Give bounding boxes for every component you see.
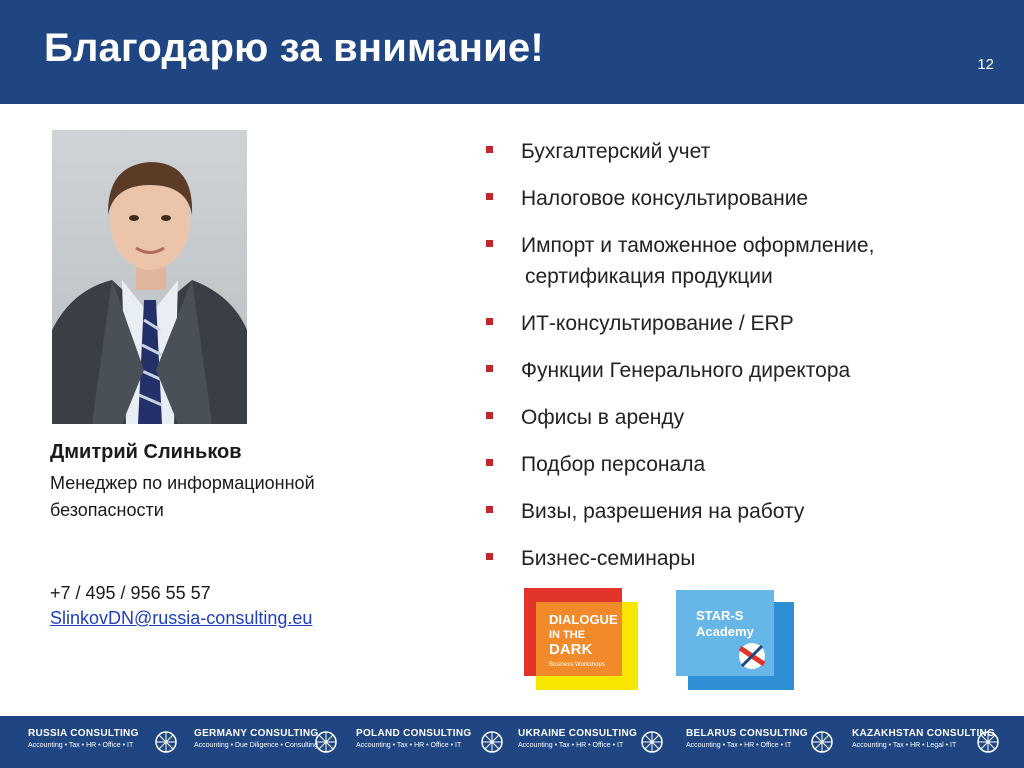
contact-card [50,441,430,629]
logo-text: DARK [549,641,593,658]
person-name: Дмитрий Слиньков [50,441,242,463]
bullet-icon [486,365,493,372]
globe-icon [810,730,834,754]
bullet-icon [486,459,493,466]
slide-title: Благодарю за внимание! [44,26,544,70]
logo-text: IN THE [549,629,586,641]
globe-icon [976,730,1000,754]
list-item: Бизнес-семинары [480,543,1000,574]
logo-text: DIALOGUE [549,612,618,627]
bullet-icon [486,240,493,247]
logo-text: Academy [696,624,754,639]
list-item: Функции Генерального директора [480,355,1000,386]
footer-brand-kazakhstan: KAZAKHSTAN CONSULTING Accounting • Tax • HR • Legal • IT [852,728,995,758]
bullet-icon [486,506,493,513]
list-item: Налоговое консультирование [480,183,1000,214]
globe-icon [640,730,664,754]
person-role-line: Менеджер по информационной [50,473,315,493]
logo-text: Business Workshops [549,662,605,668]
page-number: 12 [977,56,994,73]
person-role [50,470,430,524]
list-item: Подбор персонала [480,449,1000,480]
slide-header [0,0,1024,104]
dialogue-in-the-dark-logo [524,588,640,692]
footer-brand-ukraine: UKRAINE CONSULTING Accounting • Tax • HR • Office • IT [518,728,637,758]
list-item: Офисы в аренду [480,402,1000,433]
star-s-emblem-icon [739,643,765,669]
email-link[interactable]: SlinkovDN@russia-consulting.eu [50,608,313,628]
footer-brand-germany: GERMANY CONSULTING Accounting • Due Diligence • Consulting [194,728,318,758]
person-role-line: безопасности [50,500,164,520]
bullet-icon [486,146,493,153]
footer-brand-russia: RUSSIA CONSULTING Accounting • Tax • HR • Office • IT [28,728,139,758]
bullet-icon [486,318,493,325]
footer-bar [0,716,1024,768]
person-phone: +7 / 495 / 956 55 57 [50,583,211,603]
person-photo [52,130,247,424]
bullet-icon [486,553,493,560]
globe-icon [480,730,504,754]
list-item: Визы, разрешения на работу [480,496,1000,527]
list-item: ИТ-консультирование / ERP [480,308,1000,339]
list-item: Импорт и таможенное оформление, сертификация продукции [480,230,1000,292]
bullet-icon [486,193,493,200]
bullet-icon [486,412,493,419]
services-list [480,136,1000,574]
list-item: Бухгалтерский учет [480,136,1000,167]
footer-brand-belarus: BELARUS CONSULTING Accounting • Tax • HR • Office • IT [686,728,808,758]
logo-text: STAR-S [696,608,744,623]
star-s-academy-logo [676,590,796,692]
footer-brand-poland: POLAND CONSULTING Accounting • Tax • HR • Office • IT [356,728,471,758]
globe-icon [154,730,178,754]
globe-icon [314,730,338,754]
